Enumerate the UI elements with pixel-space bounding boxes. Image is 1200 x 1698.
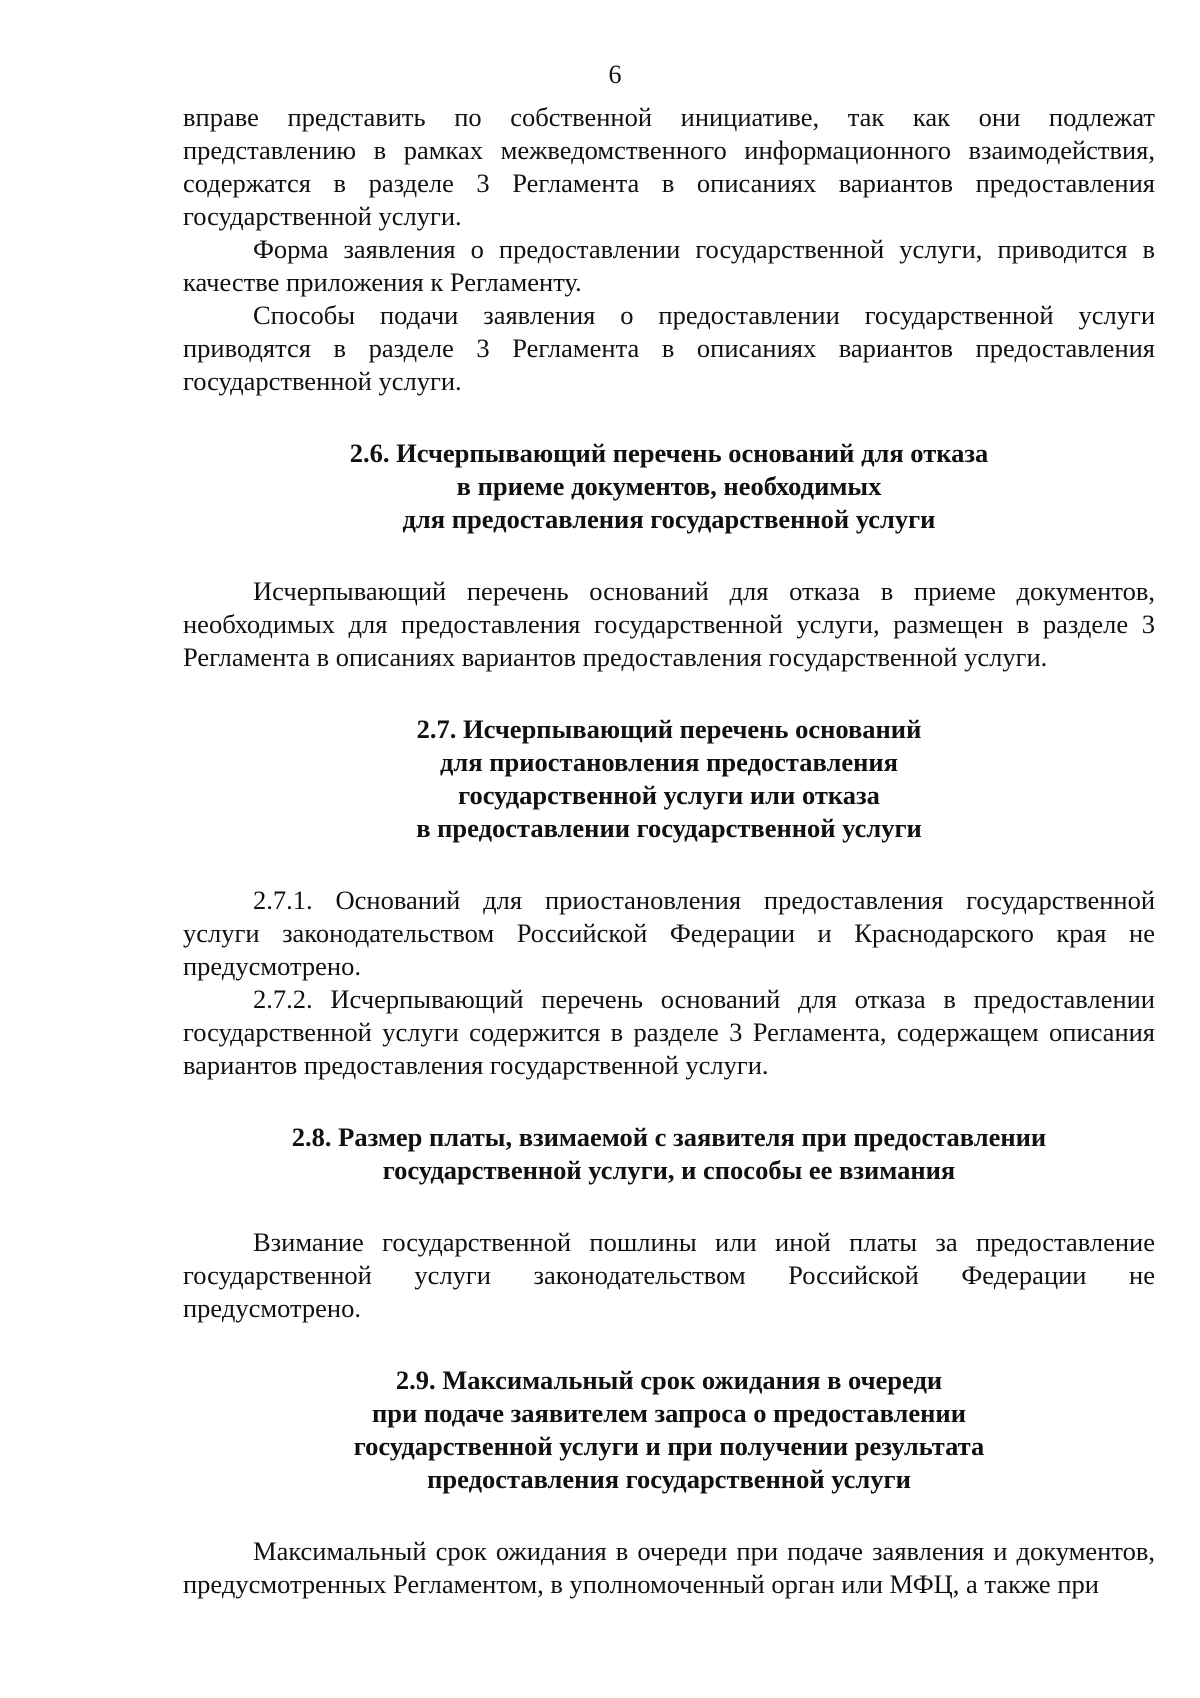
section-2-6-paragraph: Исчерпывающий перечень оснований для отказа в приеме документов, необходимых для предоставления государственной услуги, размещен в разделе 3 Регламента в описаниях вариантов предоставления государственной услуги. (183, 576, 1155, 672)
section-2-8-paragraph: Взимание государственной пошлины или иной платы за предоставление государственной услуги законодательством Российской Федерации не предусмотрено. (183, 1227, 1155, 1323)
document-body (183, 101, 1155, 1601)
intro-paragraph-1: вправе представить по собственной инициативе, так как они подлежат представлению в рамках межведомственного информационного взаимодействия, содержатся в разделе 3 Регламента в описаниях вариантов предоставления государственной услуги. (183, 102, 1155, 231)
section-2-6-heading (183, 437, 1155, 536)
heading-line: 2.6. Исчерпывающий перечень оснований для отказа (349, 438, 989, 468)
page-number: 6 (608, 60, 622, 89)
heading-line: в предоставлении государственной услуги (416, 813, 922, 843)
heading-line: 2.7. Исчерпывающий перечень оснований (416, 714, 922, 744)
heading-line: при подаче заявителем запроса о предоставлении (372, 1398, 966, 1428)
section-2-7-1-paragraph: 2.7.1. Оснований для приостановления предоставления государственной услуги законодательством Российской Федерации и Краснодарского края не предусмотрено. (183, 885, 1155, 981)
section-2-7-2-paragraph: 2.7.2. Исчерпывающий перечень оснований для отказа в предоставлении государственной услуги содержится в разделе 3 Регламента, содержащем описания вариантов предоставления государственной услуги. (183, 984, 1155, 1080)
heading-line: для приостановления предоставления (440, 747, 898, 777)
heading-line: в приеме документов, необходимых (456, 471, 882, 501)
heading-line: государственной услуги и при получении результата (353, 1431, 985, 1461)
section-2-9-paragraph: Максимальный срок ожидания в очереди при подаче заявления и документов, предусмотренных Регламентом, в уполномоченный орган или МФЦ, а также при (183, 1536, 1155, 1599)
section-2-9-heading (183, 1364, 1155, 1496)
heading-line: государственной услуги, и способы ее взимания (382, 1155, 956, 1185)
heading-line: для предоставления государственной услуги (402, 504, 936, 534)
intro-paragraph-2: Форма заявления о предоставлении государственной услуги, приводится в качестве приложения к Регламенту. (183, 234, 1155, 297)
heading-line: предоставления государственной услуги (427, 1464, 911, 1494)
heading-line: 2.8. Размер платы, взимаемой с заявителя при предоставлении (291, 1122, 1047, 1152)
section-2-7-heading (183, 713, 1155, 845)
heading-line: 2.9. Максимальный срок ожидания в очереди (395, 1365, 943, 1395)
heading-line: государственной услуги или отказа (458, 780, 880, 810)
section-2-8-heading (183, 1121, 1155, 1187)
intro-paragraph-3: Способы подачи заявления о предоставлении государственной услуги приводятся в разделе 3 Регламента в описаниях вариантов предоставления государственной услуги. (183, 300, 1155, 396)
